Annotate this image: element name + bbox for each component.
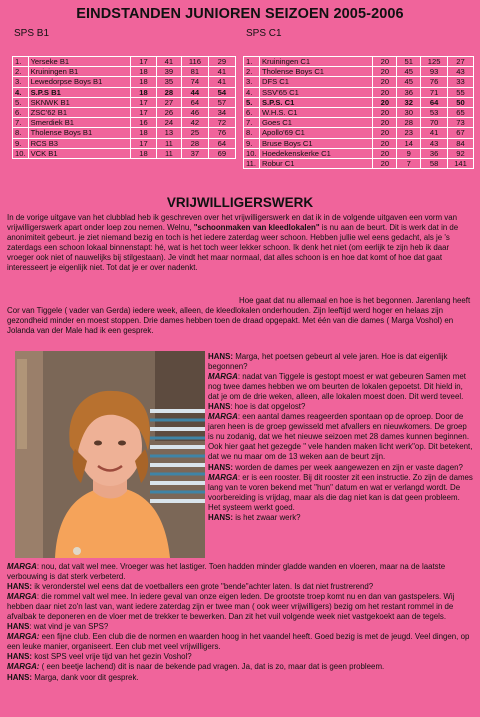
points-cell: 11	[156, 148, 181, 158]
team-name-cell: S.P.S. C1	[259, 97, 372, 107]
played-cell: 18	[131, 128, 156, 138]
played-cell: 18	[131, 87, 156, 97]
points-cell: 14	[397, 138, 421, 148]
goals-for-cell: 64	[421, 97, 448, 107]
interview-text: Marga, het poetsen gebeurt al vele jaren. Hoe is dat eigenlijk begonnen?	[208, 352, 448, 372]
goals-against-cell: 50	[448, 97, 474, 107]
points-cell: 27	[156, 97, 181, 107]
points-cell: 32	[397, 97, 421, 107]
goals-for-cell: 37	[182, 148, 209, 158]
interview-text: Marga, dank voor dit gesprek.	[32, 672, 139, 682]
position-cell: 10.	[13, 148, 29, 158]
table-row	[13, 107, 236, 117]
played-cell: 20	[373, 158, 397, 168]
points-cell: 51	[397, 57, 421, 67]
team-name-cell: W.H.S. C1	[259, 107, 372, 117]
goals-for-cell: 125	[421, 57, 448, 67]
goals-against-cell: 33	[448, 77, 474, 87]
played-cell: 20	[373, 97, 397, 107]
team-name-cell: VCK B1	[28, 148, 131, 158]
position-cell: 5.	[13, 97, 29, 107]
goals-for-cell: 53	[421, 107, 448, 117]
position-cell: 2.	[244, 67, 260, 77]
points-cell: 36	[397, 87, 421, 97]
interview-text: worden de dames per week aangewezen en zijn er vaste dagen?	[233, 462, 463, 472]
table-row	[244, 97, 474, 107]
interview-text: : hoe is dat opgelost?	[230, 402, 306, 412]
interview-text: : een aantal dames reageerden spontaan op de oproep. Door de jaren heen is de groep gewisseld met afvallers en nieuwkomers. De groep is nu zodanig, dat we het nieuwe seizoen met 28 dames kunnen beginnen. Ook hier gaat het gezegde " vele handen maken licht werk"op. Dit betekent, dat we nu maar om de 13 weken aan de beurt zijn.	[208, 412, 473, 462]
speaker-label: MARGA:	[7, 632, 40, 642]
interview-block-top	[208, 352, 474, 523]
position-cell: 9.	[13, 138, 29, 148]
goals-for-cell: 64	[182, 97, 209, 107]
team-name-cell: Tholense Boys C1	[259, 67, 372, 77]
b1-heading: SPS B1	[14, 28, 50, 39]
played-cell: 17	[131, 138, 156, 148]
goals-for-cell: 74	[182, 77, 209, 87]
played-cell: 18	[131, 148, 156, 158]
points-cell: 7	[397, 158, 421, 168]
goals-for-cell: 71	[421, 87, 448, 97]
team-name-cell: Yerseke B1	[28, 57, 131, 67]
goals-for-cell: 93	[421, 67, 448, 77]
goals-for-cell: 36	[421, 148, 448, 158]
points-cell: 9	[397, 148, 421, 158]
interview-text: ik veronderstel wel eens dat de voetballers een grote "bende"achter laten. Is dat niet frustrerend?	[32, 582, 374, 592]
interview-block-bottom	[7, 562, 475, 683]
table-row	[13, 97, 236, 107]
speaker-label: HANS	[208, 402, 231, 412]
position-cell: 8.	[244, 128, 260, 138]
interview-text: ( een beetje lachend) dit is naar de bekende pad vragen. Ja, dat is zo, maar dat is geen probleem.	[39, 662, 385, 672]
speaker-label: MARGA	[208, 372, 238, 382]
goals-for-cell: 46	[182, 107, 209, 117]
played-cell: 20	[373, 128, 397, 138]
played-cell: 20	[373, 148, 397, 158]
interview-line	[7, 673, 139, 682]
position-cell: 3.	[13, 77, 29, 87]
position-cell: 3.	[244, 77, 260, 87]
points-cell: 23	[397, 128, 421, 138]
goals-for-cell: 116	[182, 57, 209, 67]
points-cell: 24	[156, 118, 181, 128]
interview-text: is het zwaar werk?	[233, 512, 301, 522]
table-row	[13, 87, 236, 97]
interview-text: : nadat van Tiggele is gestopt moest er wat gebeuren Samen met nog twee dames hebben we om beurten de lokalen gepoetst. Dit hield in, dat je om de drie weken, alleen, alle lokalen moest doen. Dit werd teveel.	[208, 372, 466, 402]
table-row	[13, 57, 236, 67]
interview-text: : die rommel valt wel mee. In iedere geval van onze eigen leden. De grootste troep komt nu en dan van gastspelers. Wij hebben daar niet zo'n last van, want iedere zaterdag zijn er twee man ( ook weer vrijwilligers) bezig om het restant rommel in de afvalbak te deponeren en de vloer met de trekker te bewerken. Dan zit het vuil volgende week niet vastgekoekt aan de tegels.	[7, 592, 455, 622]
table-row	[244, 138, 474, 148]
team-name-cell: ZSC'62 B1	[28, 107, 131, 117]
interview-line	[7, 632, 469, 651]
goals-against-cell: 41	[208, 67, 235, 77]
goals-for-cell: 76	[421, 77, 448, 87]
team-name-cell: RCS B3	[28, 138, 131, 148]
played-cell: 20	[373, 87, 397, 97]
table-row	[244, 118, 474, 128]
points-cell: 26	[156, 107, 181, 117]
goals-against-cell: 29	[208, 57, 235, 67]
interview-line	[7, 662, 384, 671]
team-name-cell: Kruiningen C1	[259, 57, 372, 67]
played-cell: 17	[131, 107, 156, 117]
position-cell: 1.	[244, 57, 260, 67]
played-cell: 20	[373, 107, 397, 117]
table-row	[13, 77, 236, 87]
team-name-cell: Kruiningen B1	[28, 67, 131, 77]
goals-against-cell: 69	[208, 148, 235, 158]
speaker-label: HANS:	[7, 672, 32, 682]
position-cell: 1.	[13, 57, 29, 67]
team-name-cell: Hoedekenskerke C1	[259, 148, 372, 158]
goals-for-cell: 70	[421, 118, 448, 128]
team-name-cell: Smerdiek B1	[28, 118, 131, 128]
table-row	[244, 57, 474, 67]
speaker-label: MARGA	[7, 592, 37, 602]
portrait-photo	[15, 351, 205, 558]
interview-line	[208, 352, 448, 371]
position-cell: 7.	[244, 118, 260, 128]
team-name-cell: SKNWK B1	[28, 97, 131, 107]
goals-against-cell: 92	[448, 148, 474, 158]
interview-line	[7, 582, 373, 591]
table-row	[244, 67, 474, 77]
position-cell: 11.	[244, 158, 260, 168]
played-cell: 20	[373, 118, 397, 128]
goals-against-cell: 34	[208, 107, 235, 117]
goals-against-cell: 54	[208, 87, 235, 97]
table-row	[13, 148, 236, 158]
table-row	[244, 148, 474, 158]
interview-line	[7, 652, 192, 661]
table-row	[13, 138, 236, 148]
played-cell: 20	[373, 67, 397, 77]
team-name-cell: Robur C1	[259, 158, 372, 168]
intro-paragraph-1: In de vorige uitgave van het clubblad heb ik geschreven over het vrijwilligerswerk en dat ik in de volgende uitgaven een vorm van vrijwilligerswerk apart onder loep zou nemen. Welnu, "schoonmaken van kleedlokalen" is nu aan de beurt. Dit is werk dat in de anonimiteit gebeurt. je ziet niemand bezig en toch is het iedere zaterdag weer schoon. Hebben jullie wel eens gedacht, als je 's zaterdags een schoon lokaal binnenstapt: hé, wat is het toch weer lekker schoon. Ik denk het niet (om eerlijk te zijn heb ik daar vroeger ook niet of nauwelijks bij stilgestaan). Je vindt het maar normaal, dat alles schoon is en hoe dat komt of hoe dat gaat interesseert je eigenlijk niet. Tot dat je er over nadenkt.	[7, 213, 459, 273]
interview-line	[208, 463, 463, 472]
played-cell: 20	[373, 77, 397, 87]
table-row	[13, 128, 236, 138]
points-cell: 28	[397, 118, 421, 128]
goals-against-cell: 27	[448, 57, 474, 67]
interview-line	[208, 402, 305, 411]
table-row	[244, 87, 474, 97]
table-row	[244, 77, 474, 87]
goals-against-cell: 73	[448, 118, 474, 128]
speaker-label: HANS	[7, 622, 30, 632]
intro-paragraph-2: Hoe gaat dat nu allemaal en hoe is het begonnen. Jarenlang heeft Cor van Tiggele ( vader van Gerda) iedere week, alleen, de kleedlokalen onderhouden. Zijn leeftijd werd hoger en helaas zijn gezondheid minder en moest stoppen. Drie dames hebben toen de draad opgepakt. Met één van die dames ( Marga Voshol) en Jolanda van der Male had ik een gesprek.	[7, 296, 471, 336]
team-name-cell: Goes C1	[259, 118, 372, 128]
team-name-cell: Bruse Boys C1	[259, 138, 372, 148]
goals-for-cell: 42	[182, 118, 209, 128]
goals-against-cell: 76	[208, 128, 235, 138]
c1-heading: SPS C1	[246, 28, 282, 39]
table-row	[13, 118, 236, 128]
goals-for-cell: 41	[421, 128, 448, 138]
points-cell: 13	[156, 128, 181, 138]
team-name-cell: Lewedorpse Boys B1	[28, 77, 131, 87]
played-cell: 17	[131, 57, 156, 67]
interview-text: : er is een rooster. Bij dit rooster zit een instructie. Zo zijn de dames lang van te voren bekend met "hun" datum en wat er verlangd wordt. De voorbereiding is vrijdag, maar als die dag niet kan is dat geen probleem. Het systeem werkt goed.	[208, 472, 473, 512]
played-cell: 16	[131, 118, 156, 128]
interview-text: kost SPS veel vrije tijd van het gezin Voshol?	[32, 652, 192, 662]
interview-text: : nou, dat valt wel mee. Vroeger was het lastiger. Toen hadden minder gladde wanden en vloeren, maar na de laatste verbouwing is dat sterk verbeterd.	[7, 562, 446, 582]
position-cell: 10.	[244, 148, 260, 158]
standings-table-b1	[12, 56, 236, 159]
interview-line	[208, 412, 472, 461]
table-row	[244, 107, 474, 117]
speaker-label: MARGA	[208, 472, 238, 482]
position-cell: 8.	[13, 128, 29, 138]
points-cell: 39	[156, 67, 181, 77]
portrait-illustration	[15, 351, 205, 558]
interview-text: een fijne club. Een club die de normen en waarden hoog in het vaandel heeft. Goed bezig is met de jeugd. Veel dingen, op een leuke manier, organiseert. Een club met veel vrijwilligers.	[7, 632, 470, 652]
team-name-cell: Tholense Boys B1	[28, 128, 131, 138]
goals-against-cell: 67	[448, 128, 474, 138]
goals-against-cell: 64	[208, 138, 235, 148]
interview-line	[7, 622, 108, 631]
goals-against-cell: 57	[208, 97, 235, 107]
goals-for-cell: 25	[182, 128, 209, 138]
played-cell: 17	[131, 97, 156, 107]
speaker-label: HANS:	[7, 582, 32, 592]
team-name-cell: S.P.S B1	[28, 87, 131, 97]
position-cell: 6.	[13, 107, 29, 117]
team-name-cell: SSV'65 C1	[259, 87, 372, 97]
played-cell: 20	[373, 57, 397, 67]
goals-for-cell: 28	[182, 138, 209, 148]
points-cell: 30	[397, 107, 421, 117]
page-title: EINDSTANDEN JUNIOREN SEIZOEN 2005-2006	[76, 6, 404, 22]
goals-against-cell: 55	[448, 87, 474, 97]
points-cell: 45	[397, 67, 421, 77]
points-cell: 45	[397, 77, 421, 87]
speaker-label: MARGA:	[7, 662, 40, 672]
interview-line	[208, 513, 301, 522]
team-name-cell: Apollo'69 C1	[259, 128, 372, 138]
speaker-label: MARGA	[7, 562, 37, 571]
position-cell: 7.	[13, 118, 29, 128]
goals-for-cell: 58	[421, 158, 448, 168]
played-cell: 18	[131, 77, 156, 87]
points-cell: 28	[156, 87, 181, 97]
goals-against-cell: 65	[448, 107, 474, 117]
interview-line	[7, 562, 445, 581]
points-cell: 35	[156, 77, 181, 87]
goals-against-cell: 41	[208, 77, 235, 87]
standings-table-c1	[243, 56, 474, 169]
position-cell: 6.	[244, 107, 260, 117]
section-title: VRIJWILLIGERSWERK	[166, 195, 314, 210]
goals-against-cell: 141	[448, 158, 474, 168]
speaker-label: HANS:	[208, 512, 233, 522]
team-name-cell: DFS C1	[259, 77, 372, 87]
interview-line	[7, 592, 454, 621]
table-row	[244, 158, 474, 168]
goals-against-cell: 43	[448, 67, 474, 77]
goals-against-cell: 72	[208, 118, 235, 128]
speaker-label: HANS:	[208, 352, 233, 361]
played-cell: 18	[131, 67, 156, 77]
position-cell: 9.	[244, 138, 260, 148]
goals-against-cell: 84	[448, 138, 474, 148]
interview-line	[208, 473, 473, 512]
speaker-label: HANS:	[7, 652, 32, 662]
points-cell: 11	[156, 138, 181, 148]
intro-bold-phrase: "schoonmaken van kleedlokalen"	[193, 223, 320, 233]
position-cell: 4.	[244, 87, 260, 97]
position-cell: 5.	[244, 97, 260, 107]
interview-text: : wat vind je van SPS?	[29, 622, 109, 632]
table-row	[244, 128, 474, 138]
position-cell: 2.	[13, 67, 29, 77]
goals-for-cell: 43	[421, 138, 448, 148]
table-row	[13, 67, 236, 77]
speaker-label: MARGA	[208, 412, 238, 422]
played-cell: 20	[373, 138, 397, 148]
points-cell: 41	[156, 57, 181, 67]
position-cell: 4.	[13, 87, 29, 97]
goals-for-cell: 44	[182, 87, 209, 97]
interview-line	[208, 372, 466, 401]
speaker-label: HANS:	[208, 462, 233, 472]
goals-for-cell: 81	[182, 67, 209, 77]
